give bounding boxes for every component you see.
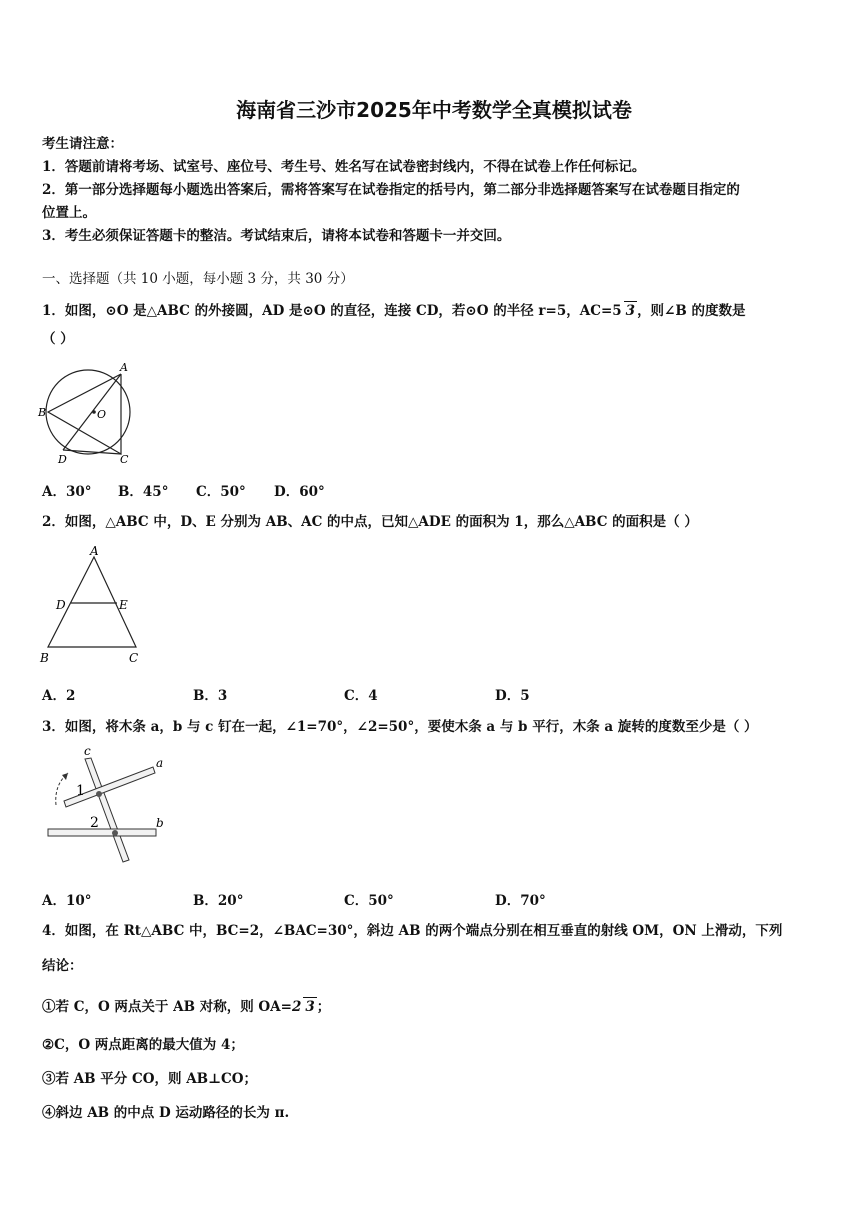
diameter-ad	[63, 374, 121, 450]
label-c: c	[84, 745, 91, 758]
question-3-text: 3．如图，将木条 a，b 与 c 钉在一起，∠1=70°，∠2=50°，要使木条 a 与 b 平行，木条 a 旋转的度数至少是（ ）	[42, 719, 758, 735]
conclusion-1	[42, 997, 330, 1016]
label-a: A	[90, 544, 99, 558]
q3-option-d: D．70°	[495, 893, 546, 909]
question-4-text-cont: 结论：	[42, 958, 83, 974]
label-a: A	[120, 361, 128, 374]
question-2-figure	[36, 543, 146, 668]
label-e: E	[119, 598, 128, 612]
label-o: O	[97, 408, 107, 421]
conclusion-1-coef: 2	[291, 999, 302, 1015]
q2-option-d: D．5	[495, 688, 530, 704]
page-title: 海南省三沙市2025年中考数学全真模拟试卷	[236, 98, 632, 122]
q2-option-b: B．3	[193, 688, 228, 704]
notice-item-2-cont: 位置上。	[42, 205, 96, 221]
question-4-text: 4．如图，在 Rt△ABC 中，BC=2，∠BAC=30°，斜边 AB 的两个端点分别在相互垂直的射线 OM，ON 上滑动，下列	[42, 923, 783, 939]
q1-option-c: C．50°	[196, 484, 246, 500]
question-1-text-b: ，则∠B 的度数是	[637, 303, 746, 319]
conclusion-3: ③若 AB 平分 CO，则 AB⊥CO；	[42, 1071, 258, 1087]
label-d: D	[58, 453, 67, 465]
question-3-figure	[38, 745, 173, 867]
question-1-text-a: 1．如图，⊙O 是△ABC 的外接圆，AD 是⊙O 的直径，连接 CD，若⊙O 的半径 r=5，AC=5	[42, 303, 622, 319]
notice-item-1: 1．答题前请将考场、试室号、座位号、考生号、姓名写在试卷密封线内，不得在试卷上作任何标记。	[42, 159, 646, 175]
notice-item-2: 2．第一部分选择题每小题选出答案后，需将答案写在试卷指定的括号内，第二部分非选择题答案写在试卷题目指定的	[42, 182, 740, 198]
label-b: b	[156, 816, 164, 830]
question-1-sqrt: 3	[625, 303, 636, 319]
conclusion-1-sqrt: 3	[305, 999, 315, 1015]
notice-item-3: 3．考生必须保证答题卡的整洁。考试结束后，请将本试卷和答题卡一并交回。	[42, 228, 511, 244]
section-heading: 一、选择题（共 10 小题，每小题 3 分，共 30 分）	[42, 271, 354, 287]
q3-option-c: C．50°	[344, 893, 394, 909]
q2-option-a: A．2	[42, 688, 76, 704]
q2-option-c: C．4	[344, 688, 378, 704]
label-angle-1: 1	[76, 783, 85, 799]
label-d: D	[56, 598, 66, 612]
conclusion-4: ④斜边 AB 的中点 D 运动路径的长为 π.	[42, 1105, 290, 1121]
stick-c	[85, 758, 129, 862]
question-1-figure	[36, 360, 146, 465]
question-1-text	[42, 301, 745, 320]
q1-option-a: A．30°	[42, 484, 92, 500]
q1-option-b: B．45°	[118, 484, 169, 500]
q3-option-b: B．20°	[193, 893, 244, 909]
conclusion-1-b: ；	[316, 999, 331, 1015]
q3-option-a: A．10°	[42, 893, 92, 909]
label-b: B	[38, 406, 47, 419]
q1-option-d: D．60°	[274, 484, 325, 500]
question-1-paren: （ ）	[42, 331, 74, 347]
label-angle-2: 2	[90, 815, 99, 831]
nail-2	[112, 830, 118, 836]
center-point	[92, 410, 96, 414]
label-a: a	[156, 756, 164, 770]
label-b: B	[40, 651, 49, 665]
label-c: C	[120, 453, 129, 465]
nail-1	[96, 791, 102, 797]
circle-o	[46, 370, 130, 454]
notice-heading: 考生请注意：	[42, 136, 123, 152]
label-c: C	[129, 651, 139, 665]
stick-b	[48, 829, 156, 836]
question-2-text: 2．如图，△ABC 中，D、E 分别为 AB、AC 的中点，已知△ADE 的面积为 1，那么△ABC 的面积是（ ）	[42, 514, 698, 530]
conclusion-2: ②C，O 两点距离的最大值为 4；	[42, 1037, 244, 1053]
conclusion-1-a: ①若 C，O 两点关于 AB 对称，则 OA=	[42, 999, 292, 1015]
